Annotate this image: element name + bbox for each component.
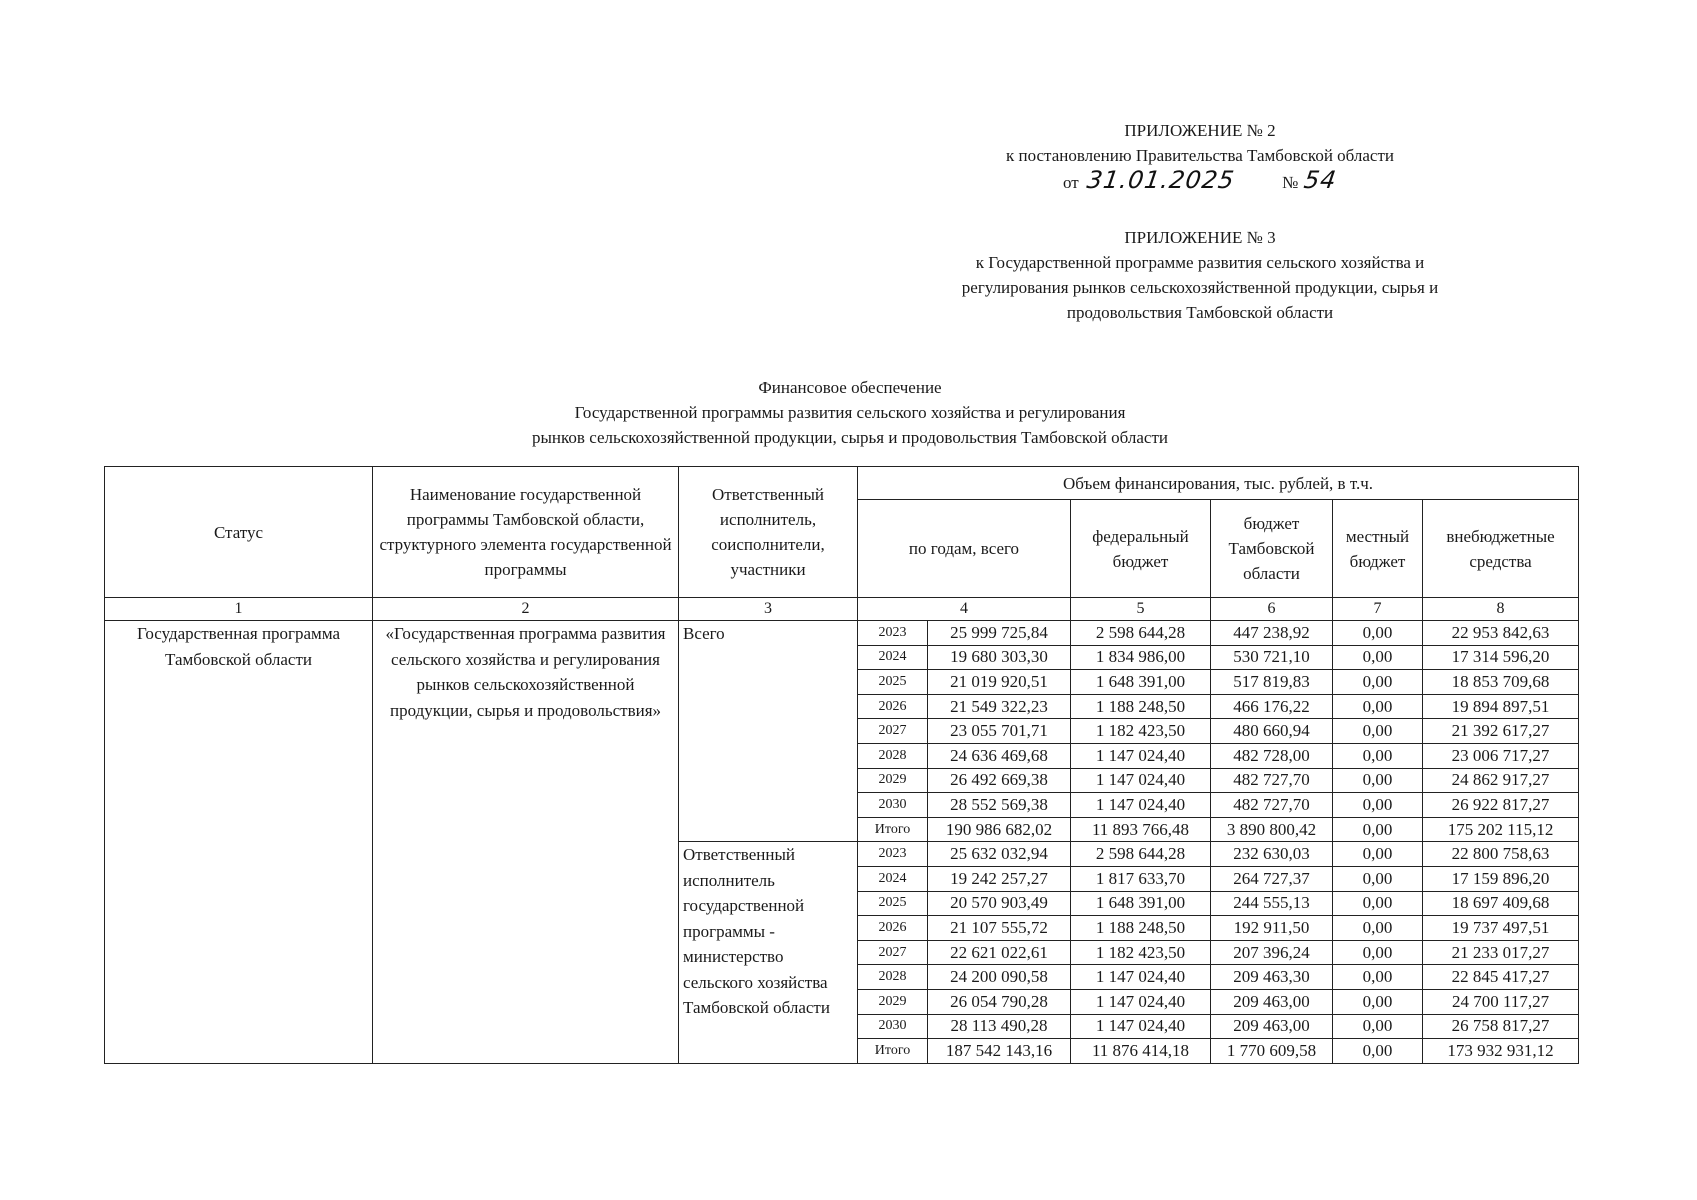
local-cell: 0,00 (1333, 817, 1423, 842)
program-name-cell: «Государственная программа развития сельского хозяйства и регулирования рынков сельскохозяйственной продукции, сырья и продовольствия» (373, 621, 679, 1064)
total-cell: 23 055 701,71 (928, 719, 1071, 744)
extra-cell: 18 853 709,68 (1423, 670, 1579, 695)
federal-cell: 1 834 986,00 (1071, 645, 1211, 670)
local-cell: 0,00 (1333, 916, 1423, 941)
regional-cell: 482 728,00 (1211, 743, 1333, 768)
federal-cell: 1 188 248,50 (1071, 916, 1211, 941)
regional-cell: 3 890 800,42 (1211, 817, 1333, 842)
year-cell: 2029 (858, 989, 928, 1014)
document-title-line-1: Финансовое обеспечение (758, 378, 942, 397)
federal-cell: 2 598 644,28 (1071, 621, 1211, 646)
total-cell: 20 570 903,49 (928, 891, 1071, 916)
table-row (105, 621, 1579, 646)
document-title (400, 375, 1300, 450)
extra-cell: 19 894 897,51 (1423, 694, 1579, 719)
table-body (105, 621, 1579, 1064)
regional-cell: 482 727,70 (1211, 768, 1333, 793)
local-cell: 0,00 (1333, 866, 1423, 891)
total-cell: 21 107 555,72 (928, 916, 1071, 941)
regional-cell: 232 630,03 (1211, 842, 1333, 867)
column-number: 6 (1211, 598, 1333, 621)
regional-cell: 244 555,13 (1211, 891, 1333, 916)
year-cell: 2026 (858, 694, 928, 719)
local-cell: 0,00 (1333, 1039, 1423, 1064)
appendix-3-line-3: продовольствия Тамбовской области (1066, 303, 1334, 322)
federal-cell: 1 817 633,70 (1071, 866, 1211, 891)
extra-cell: 22 845 417,27 (1423, 965, 1579, 990)
total-cell: 21 019 920,51 (928, 670, 1071, 695)
federal-cell: 1 147 024,40 (1071, 989, 1211, 1014)
total-cell: 21 549 322,23 (928, 694, 1071, 719)
header-financing-volume: Объем финансирования, тыс. рублей, в т.ч. (858, 467, 1579, 500)
local-cell: 0,00 (1333, 891, 1423, 916)
appendix-3-line-1: к Государственной программе развития сельского хозяйства и (975, 253, 1425, 272)
appendix-2-line: к постановлению Правительства Тамбовской области (1005, 146, 1395, 165)
total-cell: 28 113 490,28 (928, 1014, 1071, 1039)
extra-cell: 24 862 917,27 (1423, 768, 1579, 793)
status-cell: Государственная программа Тамбовской области (105, 621, 373, 1064)
federal-cell: 11 876 414,18 (1071, 1039, 1211, 1064)
document-title-line-2: Государственной программы развития сельского хозяйства и регулирования (574, 403, 1126, 422)
total-cell: 190 986 682,02 (928, 817, 1071, 842)
total-cell: 19 242 257,27 (928, 866, 1071, 891)
total-cell: 25 999 725,84 (928, 621, 1071, 646)
regional-cell: 482 727,70 (1211, 793, 1333, 818)
extra-cell: 26 922 817,27 (1423, 793, 1579, 818)
local-cell: 0,00 (1333, 645, 1423, 670)
federal-cell: 1 147 024,40 (1071, 793, 1211, 818)
header-federal-budget: федеральный бюджет (1071, 500, 1211, 598)
header-by-years: по годам, всего (858, 500, 1071, 598)
year-cell: 2025 (858, 891, 928, 916)
regional-cell: 209 463,00 (1211, 1014, 1333, 1039)
federal-cell: 1 182 423,50 (1071, 719, 1211, 744)
total-cell: 24 200 090,58 (928, 965, 1071, 990)
decree-date-line (900, 168, 1500, 195)
header-program-name: Наименование государственной программы Тамбовской области, структурного элемента государственной программы (373, 467, 679, 598)
executor-cell: Всего (679, 621, 858, 842)
federal-cell: 11 893 766,48 (1071, 817, 1211, 842)
extra-cell: 21 392 617,27 (1423, 719, 1579, 744)
regional-cell: 209 463,30 (1211, 965, 1333, 990)
local-cell: 0,00 (1333, 670, 1423, 695)
year-cell: 2024 (858, 866, 928, 891)
federal-cell: 1 147 024,40 (1071, 965, 1211, 990)
local-cell: 0,00 (1333, 989, 1423, 1014)
extra-cell: 23 006 717,27 (1423, 743, 1579, 768)
total-cell: 26 492 669,38 (928, 768, 1071, 793)
year-cell: 2023 (858, 621, 928, 646)
regional-cell: 466 176,22 (1211, 694, 1333, 719)
extra-cell: 22 953 842,63 (1423, 621, 1579, 646)
extra-cell: 173 932 931,12 (1423, 1039, 1579, 1064)
column-number: 1 (105, 598, 373, 621)
executor-cell: Ответственный исполнитель государственной программы - министерство сельского хозяйства Тамбовской области (679, 842, 858, 1063)
from-label: от (1063, 173, 1079, 192)
column-number: 8 (1423, 598, 1579, 621)
federal-cell: 1 182 423,50 (1071, 940, 1211, 965)
column-number-row (105, 598, 1579, 621)
local-cell: 0,00 (1333, 1014, 1423, 1039)
federal-cell: 2 598 644,28 (1071, 842, 1211, 867)
federal-cell: 1 648 391,00 (1071, 670, 1211, 695)
header-status: Статус (105, 467, 373, 598)
financing-table (104, 466, 1579, 1064)
total-cell: 28 552 569,38 (928, 793, 1071, 818)
year-cell: 2030 (858, 1014, 928, 1039)
extra-cell: 26 758 817,27 (1423, 1014, 1579, 1039)
federal-cell: 1 188 248,50 (1071, 694, 1211, 719)
extra-cell: 17 159 896,20 (1423, 866, 1579, 891)
year-cell: Итого (858, 817, 928, 842)
handwritten-date: 31.01.2025 (1084, 166, 1237, 194)
number-label: № (1282, 173, 1299, 192)
regional-cell: 530 721,10 (1211, 645, 1333, 670)
handwritten-number: 54 (1302, 166, 1339, 194)
column-number: 5 (1071, 598, 1211, 621)
appendix-3-line-2: регулирования рынков сельскохозяйственной продукции, сырья и (961, 278, 1439, 297)
extra-cell: 24 700 117,27 (1423, 989, 1579, 1014)
extra-cell: 21 233 017,27 (1423, 940, 1579, 965)
extra-cell: 22 800 758,63 (1423, 842, 1579, 867)
extra-cell: 175 202 115,12 (1423, 817, 1579, 842)
local-cell: 0,00 (1333, 793, 1423, 818)
column-number: 7 (1333, 598, 1423, 621)
column-number: 4 (858, 598, 1071, 621)
appendix-3-title: ПРИЛОЖЕНИЕ № 3 (1124, 228, 1276, 247)
year-cell: 2025 (858, 670, 928, 695)
year-cell: 2023 (858, 842, 928, 867)
total-cell: 24 636 469,68 (928, 743, 1071, 768)
local-cell: 0,00 (1333, 719, 1423, 744)
column-number: 2 (373, 598, 679, 621)
appendix-3-header (900, 225, 1500, 325)
regional-cell: 192 911,50 (1211, 916, 1333, 941)
regional-cell: 447 238,92 (1211, 621, 1333, 646)
document-title-line-3: рынков сельскохозяйственной продукции, сырья и продовольствия Тамбовской области (532, 428, 1168, 447)
year-cell: 2028 (858, 743, 928, 768)
header-regional-budget: бюджет Тамбовской области (1211, 500, 1333, 598)
column-number: 3 (679, 598, 858, 621)
total-cell: 25 632 032,94 (928, 842, 1071, 867)
regional-cell: 480 660,94 (1211, 719, 1333, 744)
total-cell: 187 542 143,16 (928, 1039, 1071, 1064)
regional-cell: 264 727,37 (1211, 866, 1333, 891)
federal-cell: 1 147 024,40 (1071, 1014, 1211, 1039)
year-cell: 2026 (858, 916, 928, 941)
appendix-2-title: ПРИЛОЖЕНИЕ № 2 (1124, 121, 1276, 140)
local-cell: 0,00 (1333, 743, 1423, 768)
total-cell: 22 621 022,61 (928, 940, 1071, 965)
header-executor: Ответственный исполнитель, соисполнители, участники (679, 467, 858, 598)
regional-cell: 209 463,00 (1211, 989, 1333, 1014)
local-cell: 0,00 (1333, 965, 1423, 990)
local-cell: 0,00 (1333, 768, 1423, 793)
regional-cell: 517 819,83 (1211, 670, 1333, 695)
appendix-2-header (900, 118, 1500, 195)
local-cell: 0,00 (1333, 842, 1423, 867)
federal-cell: 1 648 391,00 (1071, 891, 1211, 916)
total-cell: 26 054 790,28 (928, 989, 1071, 1014)
local-cell: 0,00 (1333, 694, 1423, 719)
federal-cell: 1 147 024,40 (1071, 768, 1211, 793)
year-cell: 2027 (858, 940, 928, 965)
local-cell: 0,00 (1333, 621, 1423, 646)
header-local-budget: местный бюджет (1333, 500, 1423, 598)
total-cell: 19 680 303,30 (928, 645, 1071, 670)
year-cell: 2027 (858, 719, 928, 744)
local-cell: 0,00 (1333, 940, 1423, 965)
regional-cell: 207 396,24 (1211, 940, 1333, 965)
year-cell: 2029 (858, 768, 928, 793)
extra-cell: 18 697 409,68 (1423, 891, 1579, 916)
year-cell: Итого (858, 1039, 928, 1064)
year-cell: 2024 (858, 645, 928, 670)
year-cell: 2030 (858, 793, 928, 818)
regional-cell: 1 770 609,58 (1211, 1039, 1333, 1064)
extra-cell: 19 737 497,51 (1423, 916, 1579, 941)
extra-cell: 17 314 596,20 (1423, 645, 1579, 670)
federal-cell: 1 147 024,40 (1071, 743, 1211, 768)
header-extrabudgetary: внебюджетные средства (1423, 500, 1579, 598)
year-cell: 2028 (858, 965, 928, 990)
